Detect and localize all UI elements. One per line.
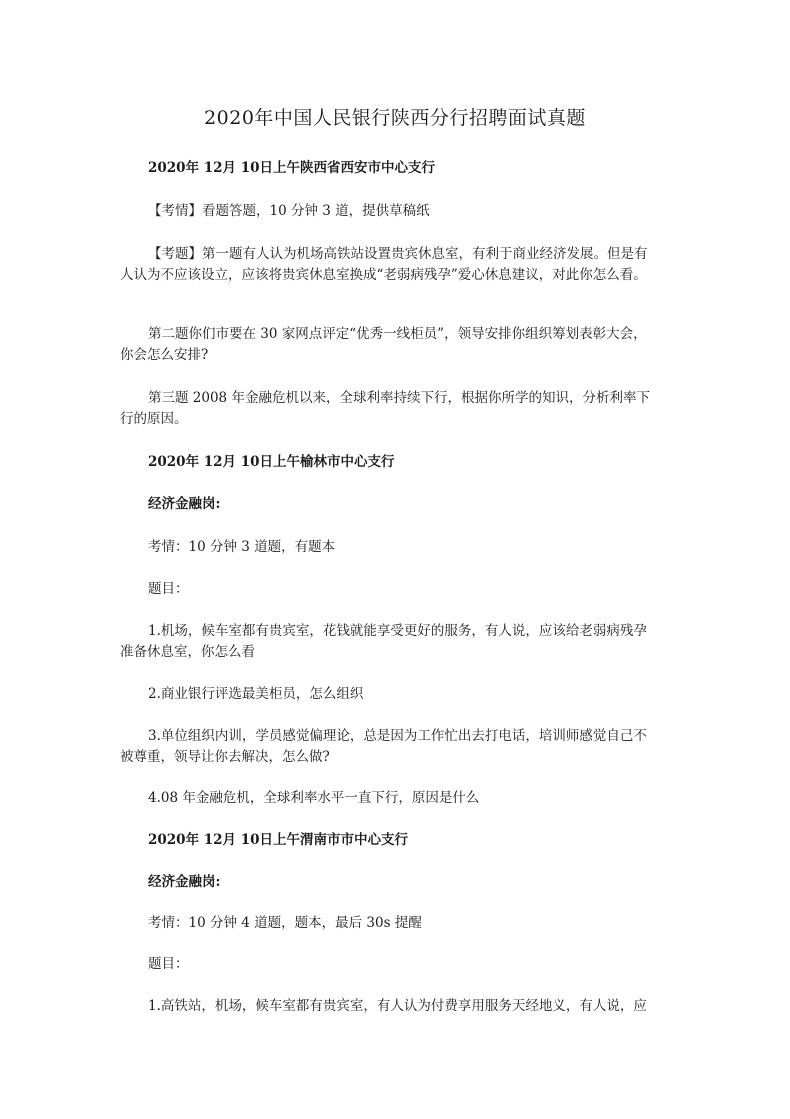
section-heading-text: 2020年 12月 10日上午榆林市中心支行 xyxy=(148,454,395,470)
document-title: 2020年中国人民银行陕西分行招聘面试真题 xyxy=(204,107,586,129)
question-text: 人认为不应该设立，应该将贵宾休息室换成“老弱病残孕”爱心休息建议，对此你怎么看。 xyxy=(120,267,647,283)
questions-label: 题目： xyxy=(148,956,189,972)
question-text: 1.机场，候车室都有贵宾室，花钱就能享受更好的服务，有人说，应该给老弱病残孕 xyxy=(148,623,647,639)
exam-situation-text: 考情：10 分钟 4 道题，题本，最后 30s 提醒 xyxy=(148,915,422,931)
question-text: 第二题你们市要在 30 家网点评定“优秀一线柜员”，领导安排你组织筹划表彰大会， xyxy=(148,326,647,342)
question-text: 第三题 2008 年金融危机以来，全球利率持续下行，根据你所学的知识，分析利率下 xyxy=(148,390,650,406)
position-heading-text: 经济金融岗: xyxy=(148,496,221,512)
question-text: 3.单位组织内训，学员感觉偏理论，总是因为工作忙出去打电话，培训师感觉自己不 xyxy=(148,728,647,744)
exam-situation-text: 【考情】看题答题，10 分钟 3 道，提供草稿纸 xyxy=(148,203,430,219)
section-heading-text: 2020年 12月 10日上午陕西省西安市中心支行 xyxy=(148,160,436,176)
question-text: 准备休息室，你怎么看 xyxy=(120,644,255,660)
questions-label: 题目： xyxy=(148,581,189,597)
question-text: 你会怎么安排? xyxy=(120,347,209,363)
question-text: 【考题】第一题有人认为机场高铁站设置贵宾休息室，有利于商业经济发展。但是有 xyxy=(148,246,648,262)
position-heading-text: 经济金融岗: xyxy=(148,874,221,890)
section-heading-text: 2020年 12月 10日上午渭南市市中心支行 xyxy=(148,832,409,848)
question-text: 行的原因。 xyxy=(120,411,188,427)
exam-situation-text: 考情：10 分钟 3 道题，有题本 xyxy=(148,539,336,555)
question-text: 4.08 年金融危机，全球利率水平一直下行，原因是什么 xyxy=(148,790,480,806)
question-text: 2.商业银行评选最美柜员，怎么组织 xyxy=(148,686,364,702)
question-text: 被尊重，领导让你去解决，怎么做? xyxy=(120,749,330,765)
question-text: 1.高铁站，机场，候车室都有贵宾室，有人认为付费享用服务天经地义，有人说，应 xyxy=(148,998,647,1014)
